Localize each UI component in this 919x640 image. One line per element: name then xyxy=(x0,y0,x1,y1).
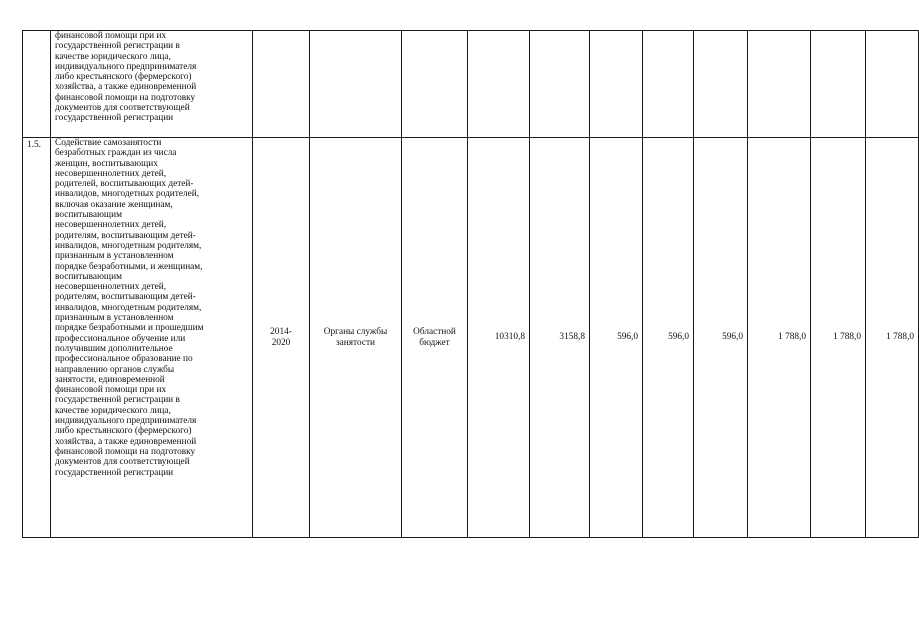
empty-cell xyxy=(310,31,402,138)
amount-cell: 1 788,0 xyxy=(748,138,811,538)
amount-cell: 3158,8 xyxy=(530,138,590,538)
funding-source-cell: Областной бюджет xyxy=(402,138,468,538)
empty-cell xyxy=(811,31,866,138)
program-measures-table xyxy=(22,30,919,538)
empty-cell xyxy=(694,31,748,138)
total-amount-cell: 10310,8 xyxy=(468,138,530,538)
period-cell: 2014- 2020 xyxy=(253,138,310,538)
empty-cell xyxy=(402,31,468,138)
empty-cell xyxy=(866,31,919,138)
amount-cell: 596,0 xyxy=(694,138,748,538)
amount-cell: 596,0 xyxy=(590,138,643,538)
empty-cell xyxy=(590,31,643,138)
empty-cell xyxy=(748,31,811,138)
table-row-1-5 xyxy=(23,138,919,538)
empty-cell xyxy=(253,31,310,138)
amount-cell: 1 788,0 xyxy=(811,138,866,538)
empty-cell xyxy=(643,31,694,138)
executor-cell: Органы службы занятости xyxy=(310,138,402,538)
measure-description-continuation: финансовой помощи при их государственной регистрации в качестве юридического лица, индивидуального предпринимателя либо крестьянского (фермерского) хозяйства, а также единовременной финансовой помощи на подготовку документов для соответствующей государственной регистрации xyxy=(51,31,253,138)
empty-cell xyxy=(468,31,530,138)
amount-cell: 1 788,0 xyxy=(866,138,919,538)
measure-description: Содействие самозанятости безработных граждан из числа женщин, воспитывающих несовершеннолетних детей, родителей, воспитывающих детей- инвалидов, многодетных родителей, включая оказание женщинам, воспитывающим несовершеннолетних детей, родителям, воспитывающим детей- инвалидов, многодетным родителям, признанным в установленном порядке безработными, и женщинам, воспитывающим несовершеннолетних детей, родителям, воспитывающим детей- инвалидов, многодетным родителям, признанным в установленном порядке безработными и прошедшим профессиональное обучение или получившим дополнительное профессиональное образование по направлению органов службы занятости, единовременной финансовой помощи при их государственной регистрации в качестве юридического лица, индивидуального предпринимателя либо крестьянского (фермерского) хозяйства, а также единовременной финансовой помощи на подготовку документов для соответствующей государственной регистрации xyxy=(51,138,253,538)
table-row-continuation xyxy=(23,31,919,138)
empty-cell xyxy=(530,31,590,138)
row-number xyxy=(23,31,51,138)
row-number: 1.5. xyxy=(23,138,51,538)
amount-cell: 596,0 xyxy=(643,138,694,538)
